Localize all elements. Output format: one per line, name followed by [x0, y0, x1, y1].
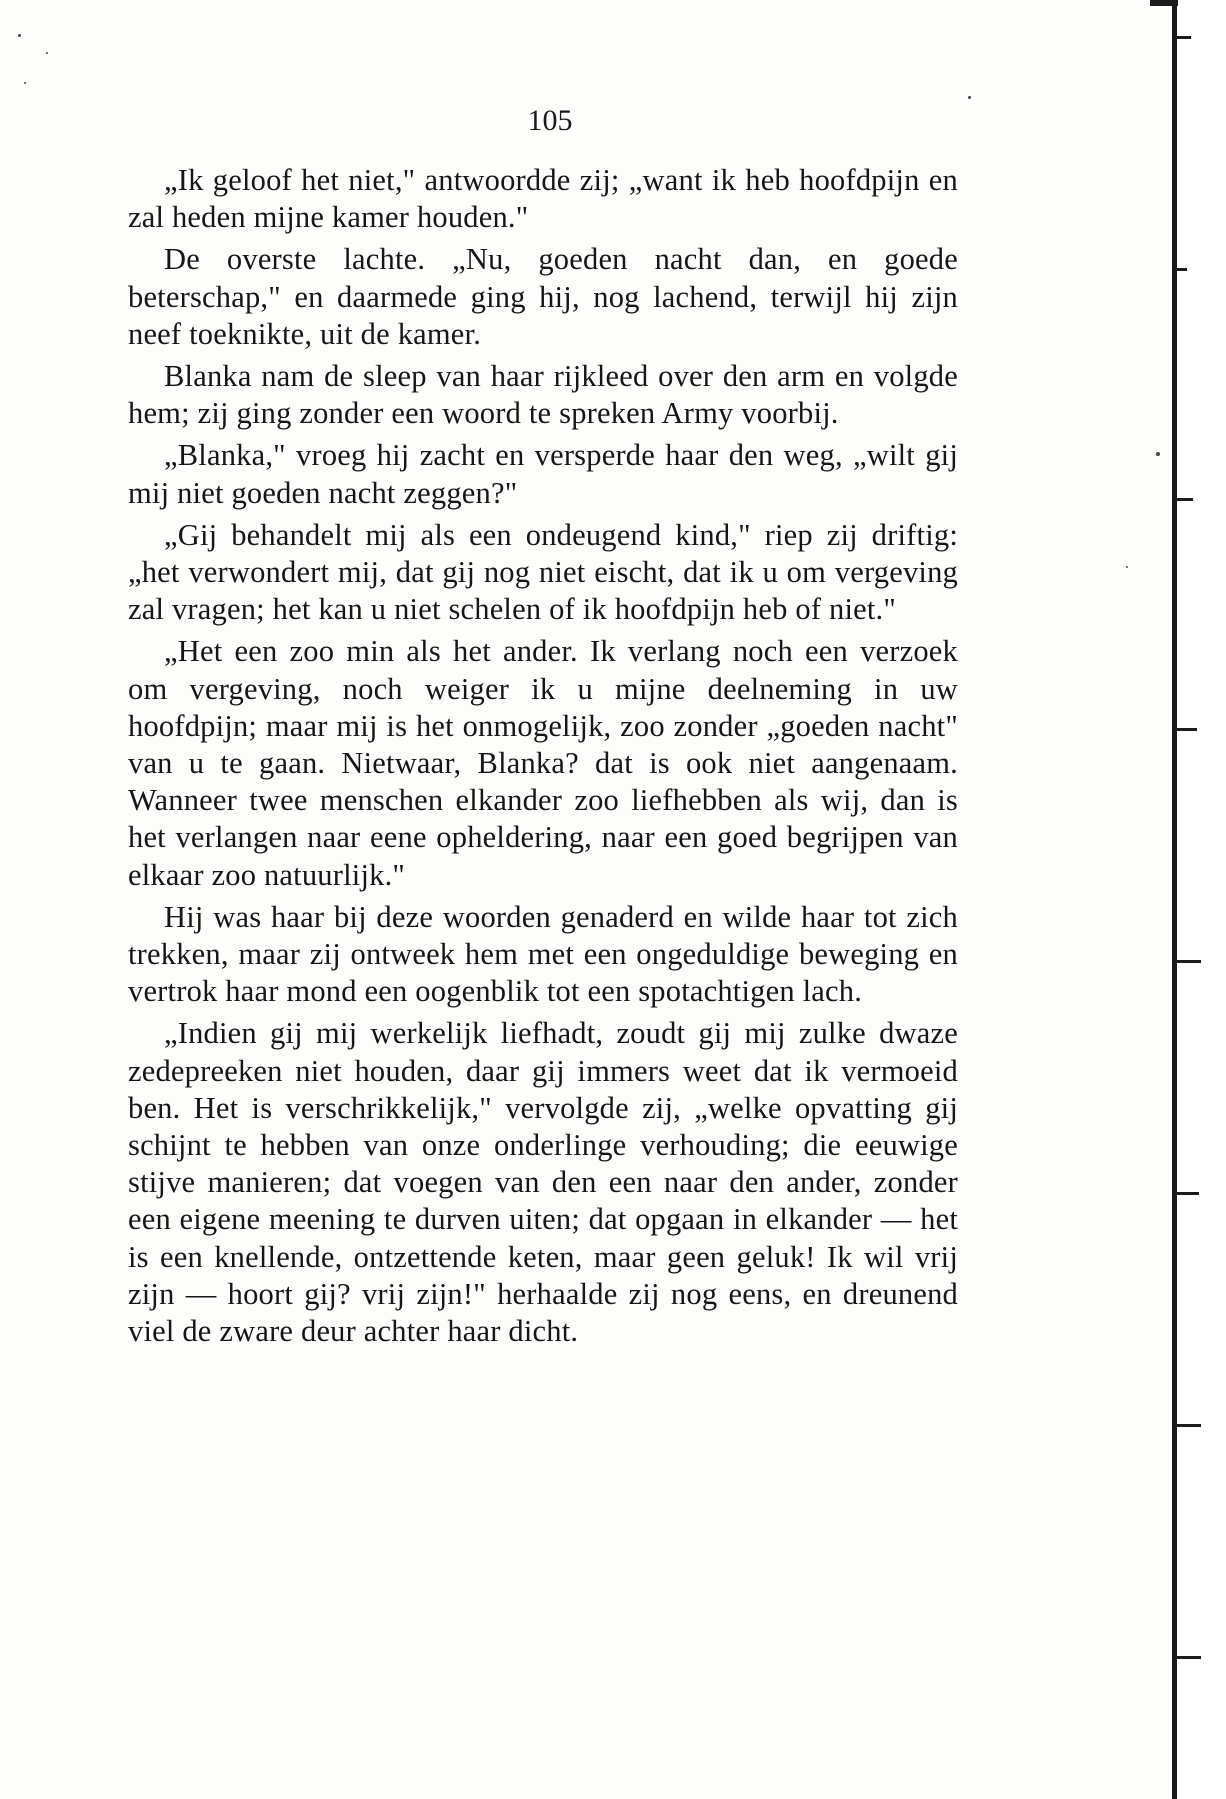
scan-speck: [46, 52, 48, 54]
edge-tick: [1177, 498, 1193, 501]
paragraph-5: „Gij behandelt mij als een ondeugend kind," riep zij driftig: „het verwondert mij, dat gij nog niet eischt, dat ik u om vergeving zal vragen; het kan u niet schelen of ik hoofdpijn heb of niet.": [128, 517, 958, 627]
edge-tick: [1177, 36, 1191, 39]
scan-speck: [968, 96, 971, 99]
edge-tick: [1177, 1192, 1199, 1195]
scan-speck: [18, 34, 21, 37]
paragraph-6: „Het een zoo min als het ander. Ik verlang noch een verzoek om vergeving, noch weiger ik u mijne deelneming in uw hoofdpijn; maar mij is het onmogelijk, zoo zonder „goeden nacht" van u te gaan. Nietwaar, Blanka? dat is ook niet aangenaam. Wanneer twee menschen elkander zoo liefhebben als wij, dan is het verlangen naar eene opheldering, naar een goed begrijpen van elkaar zoo natuurlijk.": [128, 634, 958, 892]
paragraph-3: Blanka nam de sleep van haar rijkleed over den arm en volgde hem; zij ging zonder een woord te spreken Army voorbij.: [128, 359, 958, 431]
body-text: [128, 162, 958, 1355]
edge-tick: [1177, 268, 1187, 271]
edge-tick: [1177, 1424, 1201, 1427]
scan-speck: [24, 82, 26, 84]
edge-tick: [1177, 1656, 1201, 1659]
edge-tick: [1177, 728, 1197, 731]
paragraph-4: „Blanka," vroeg hij zacht en versperde haar den weg, „wilt gij mij niet goeden nacht zeggen?": [128, 438, 958, 510]
edge-tick: [1177, 960, 1201, 963]
paragraph-7: Hij was haar bij deze woorden genaderd en wilde haar tot zich trekken, maar zij ontweek hem met een ongeduldige beweging en vertrok haar mond een oogenblik tot een spotachtigen lach.: [128, 899, 958, 1009]
paragraph-1: „Ik geloof het niet," antwoordde zij; „want ik heb hoofdpijn en zal heden mijne kamer houden.": [128, 163, 958, 235]
scan-speck: [1126, 566, 1128, 568]
binding-edge-top: [1150, 0, 1178, 6]
paragraph-8: „Indien gij mij werkelijk liefhadt, zoudt gij mij zulke dwaze zedepreeken niet houden, daar gij immers weet dat ik vermoeid ben. Het is verschrikkelijk," vervolgde zij, „welke opvatting gij schijnt te hebben van onze onderlinge verhouding; die eeuwige stijve manieren; dat voegen van den een naar den ander, zonder een eigene meening te durven uiten; dat opgaan in elkander — het is een knellende, ontzettende keten, maar geen geluk! Ik wil vrij zijn — hoort gij? vrij zijn!" herhaalde zij nog eens, en dreunend viel de zware deur achter haar dicht.: [128, 1016, 958, 1349]
page-number: 105: [527, 104, 573, 137]
paragraph-2: De overste lachte. „Nu, goeden nacht dan, en goede beterschap," en daarmede ging hij, nog lachend, terwijl hij zijn neef toeknikte, uit de kamer.: [128, 242, 958, 351]
scan-speck: [1156, 452, 1160, 456]
